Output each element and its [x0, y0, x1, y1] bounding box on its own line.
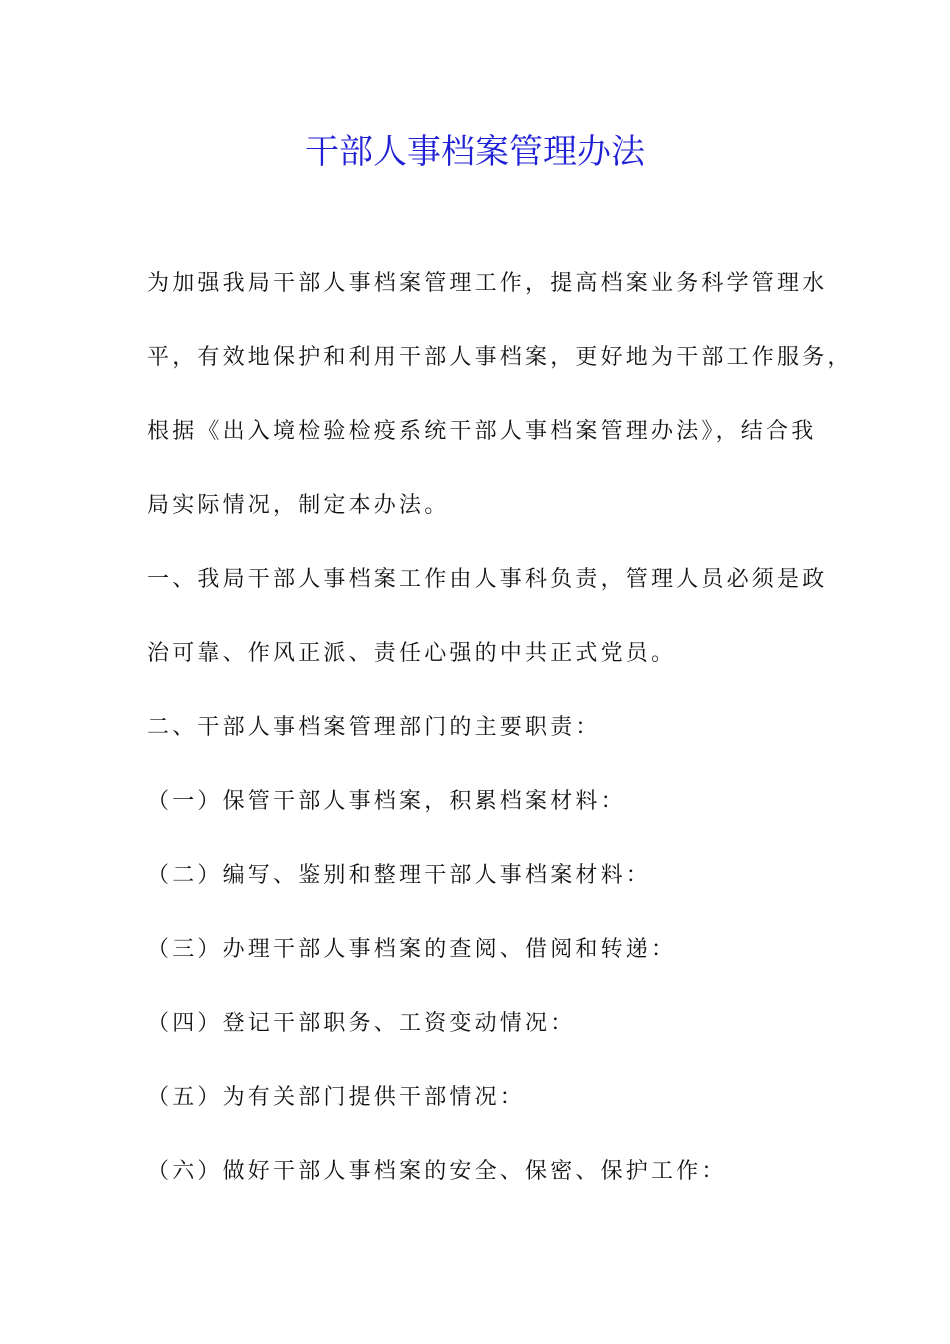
- paragraph-line: 治可靠、作风正派、责任心强的中共正式党员。: [147, 641, 677, 666]
- list-item: （六）做好干部人事档案的安全、保密、保护工作：: [147, 1159, 727, 1184]
- paragraph-line: 根据《出入境检验检疫系统干部人事档案管理办法》，结合我: [147, 419, 817, 444]
- list-item: （一）保管干部人事档案，积累档案材料：: [147, 789, 626, 814]
- list-item: （五）为有关部门提供干部情况：: [147, 1085, 526, 1110]
- paragraph-line: 为加强我局干部人事档案管理工作，提高档案业务科学管理水: [147, 271, 828, 296]
- list-item: （四）登记干部职务、工资变动情况：: [147, 1011, 576, 1036]
- paragraph-line: 平，有效地保护和利用干部人事档案，更好地为干部工作服务，: [147, 345, 853, 370]
- list-item: （三）办理干部人事档案的查阅、借阅和转递：: [147, 937, 677, 962]
- list-item: （二）编写、鉴别和整理干部人事档案材料：: [147, 863, 652, 888]
- document-body: [147, 264, 853, 1226]
- paragraph-line: 局实际情况，制定本办法。: [147, 493, 450, 518]
- paragraph-line: 二、干部人事档案管理部门的主要职责：: [147, 715, 601, 740]
- paragraph-line: 一、我局干部人事档案工作由人事科负责，管理人员必须是政: [147, 567, 828, 592]
- document-title: 干部人事档案管理办法: [305, 132, 645, 172]
